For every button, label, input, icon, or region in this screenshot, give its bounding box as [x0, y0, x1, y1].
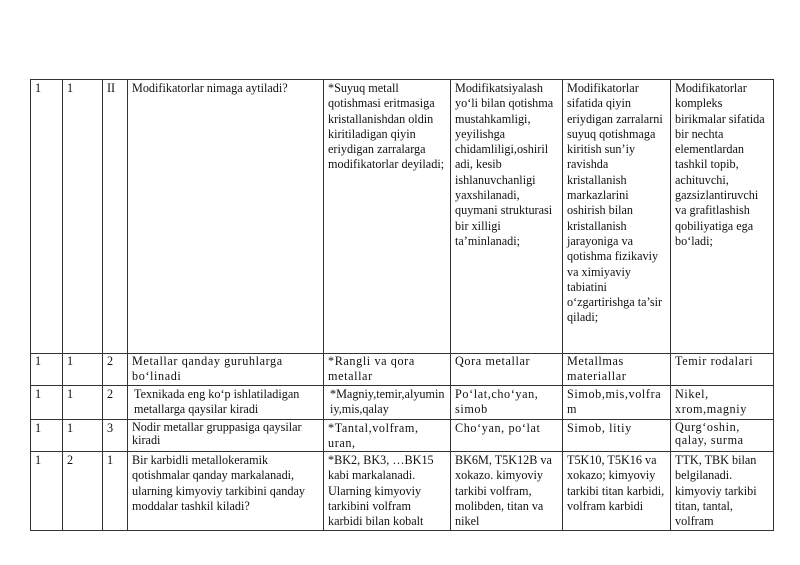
cell-question: Modifikatorlar nimaga aytiladi?: [128, 80, 324, 354]
cell-answer-option: Cho‘yan, po‘lat: [451, 419, 563, 452]
cell-question: Bir karbidli metallokeramik qotishmalar qanday markalanadi, ularning kimyoviy tarkibini qanday moddalar tashkil kiladi?: [128, 452, 324, 531]
table-row: [31, 354, 774, 386]
cell-answer-option: Simob, litiy: [563, 419, 671, 452]
cell-correct-answer: *BK2, BK3, …BK15 kabi markalanadi. Ularning kimyoviy tarkibini volfram karbidi bilan kobalt: [324, 452, 451, 531]
cell-difficulty: 2: [103, 385, 128, 419]
cell-question: Metallar qanday guruhlarga bo‘linadi: [128, 354, 324, 386]
cell-level: 1: [31, 452, 63, 531]
cell-section: 1: [63, 80, 103, 354]
table-row: [31, 419, 774, 452]
cell-question: Nodir metallar gruppasiga qaysilar kiradi: [128, 419, 324, 452]
cell-difficulty: 3: [103, 419, 128, 452]
cell-correct-answer: *Rangli va qora metallar: [324, 354, 451, 386]
cell-section: 1: [63, 419, 103, 452]
cell-correct-answer: *Suyuq metall qotishmasi eritmasiga kristallanishdan oldin kiritiladigan qiyin eriydigan zarralarga modifikatorlar deyiladi;: [324, 80, 451, 354]
cell-answer-option: Qora metallar: [451, 354, 563, 386]
cell-answer-option: Modifikatorlar kompleks birikmalar sifatida bir nechta elementlardan tashkil topib, achituvchi, gazsizlantiruvchi va grafitlashish qobiliyatiga ega bo‘ladi;: [671, 80, 774, 354]
cell-level: 1: [31, 419, 63, 452]
cell-answer-option: Nikel, xrom,magniy: [671, 385, 774, 419]
cell-level: 1: [31, 80, 63, 354]
cell-answer-option: BK6M, T5K12B va xokazo. kimyoviy tarkibi volfram, molibden, titan va nikel: [451, 452, 563, 531]
cell-difficulty: 2: [103, 354, 128, 386]
cell-answer-option: Temir rodalari: [671, 354, 774, 386]
cell-question: Texnikada eng ko‘p ishlatiladigan metallarga qaysilar kiradi: [128, 385, 324, 419]
cell-answer-option: Metallmas materiallar: [563, 354, 671, 386]
cell-answer-option: T5K10, T5K16 va xokazo; kimyoviy tarkibi titan karbidi, volfram karbidi: [563, 452, 671, 531]
cell-answer-option: TTK, TBK bilan belgilanadi. kimyoviy tarkibi titan, tantal, volfram: [671, 452, 774, 531]
cell-section: 1: [63, 385, 103, 419]
cell-answer-option: Po‘lat,cho‘yan, simob: [451, 385, 563, 419]
cell-level: 1: [31, 385, 63, 419]
cell-section: 2: [63, 452, 103, 531]
cell-answer-option: Qurg‘oshin, qalay, surma: [671, 419, 774, 452]
cell-difficulty: 1: [103, 452, 128, 531]
table-row: [31, 80, 774, 354]
cell-level: 1: [31, 354, 63, 386]
test-questions-table: [30, 79, 774, 531]
cell-correct-answer: *Tantal,volfram, uran,: [324, 419, 451, 452]
cell-difficulty: II: [103, 80, 128, 354]
cell-answer-option: Modifikatsiyalash yo‘li bilan qotishma mustahkamligi, yeyilishga chidamliligi,oshiril adi, kesib ishlanuvchanligi yaxshilanadi, quymani strukturasi bir xilligi ta’minlanadi;: [451, 80, 563, 354]
cell-answer-option: Simob,mis,volfram: [563, 385, 671, 419]
cell-correct-answer: *Magniy,temir,alyuminiy,mis,qalay: [324, 385, 451, 419]
cell-section: 1: [63, 354, 103, 386]
cell-answer-option: Modifikatorlar sifatida qiyin eriydigan zarralarni suyuq qotishmaga kiritish sun’iy ravishda kristallanish markazlarini oshirish bilan kristallanish jarayoniga va qotishma fizikaviy va ximiyaviy tabiatini o‘zgartirishga ta’sir qiladi;: [563, 80, 671, 354]
table-row: [31, 452, 774, 531]
table-row: [31, 385, 774, 419]
